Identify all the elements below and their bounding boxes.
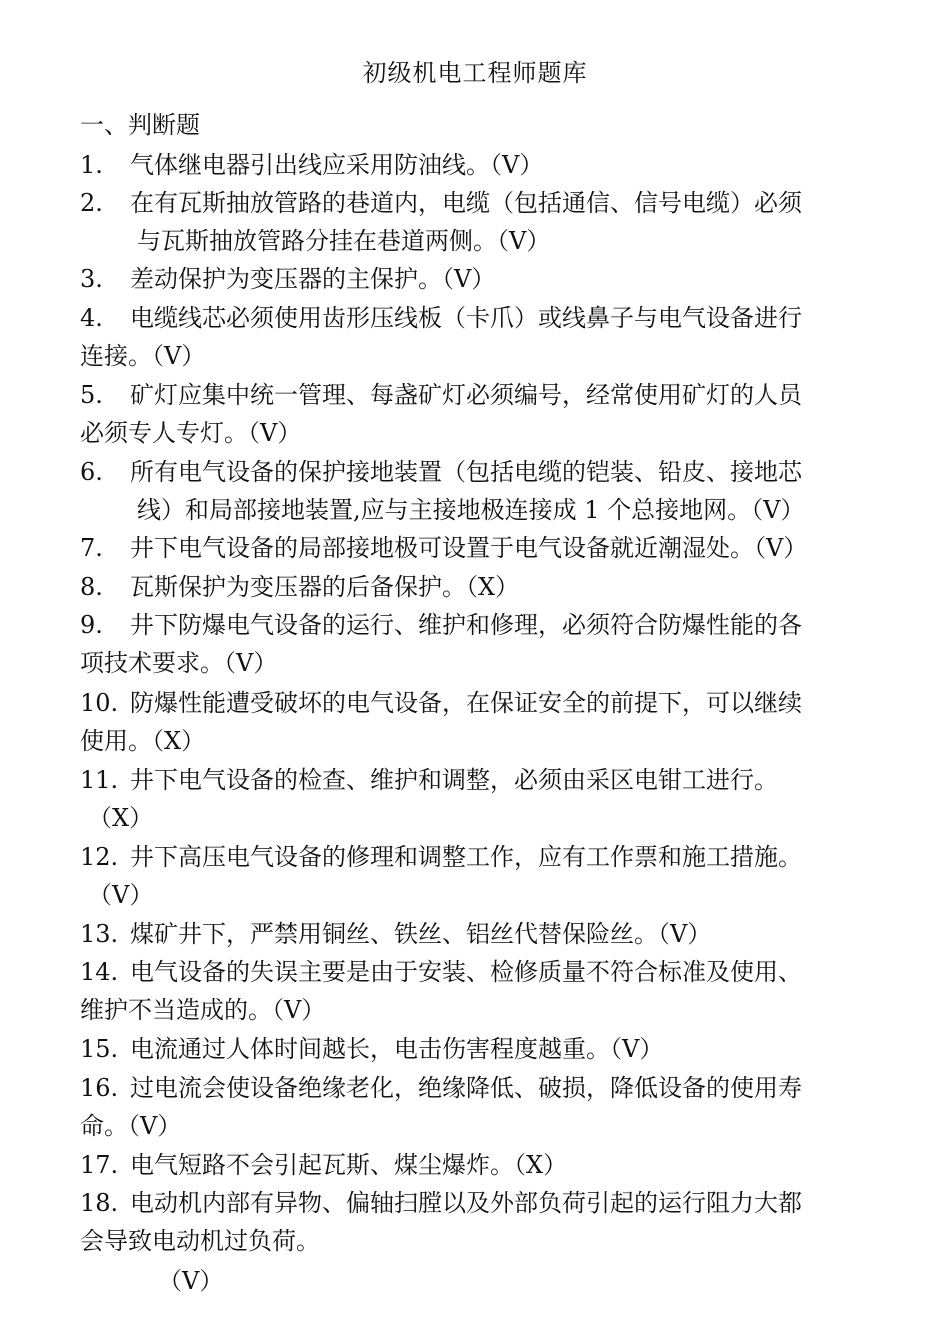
question-number: 17. — [80, 1151, 119, 1179]
page-title: 初级机电工程师题库 — [362, 59, 588, 87]
question-number: 5. — [80, 381, 103, 409]
question-text: 过电流会使设备绝缘老化，绝缘降低、破损，降低设备的使用寿 — [130, 1074, 802, 1102]
question-text: 电动机内部有异物、偏轴扫膛以及外部负荷引起的运行阻力大都 — [130, 1189, 802, 1217]
question-10 — [80, 688, 802, 718]
question-3 — [80, 264, 495, 294]
question-11 — [80, 765, 778, 795]
question-2-continuation: 与瓦斯抽放管路分挂在巷道两侧。（V） — [137, 227, 551, 255]
question-text: 井下电气设备的检查、维护和调整，必须由采区电钳工进行。 — [130, 766, 778, 794]
question-16 — [80, 1073, 802, 1103]
question-text: 电流通过人体时间越长，电击伤害程度越重。（V） — [130, 1035, 664, 1063]
question-11-continuation: （X） — [88, 804, 154, 832]
question-text: 所有电气设备的保护接地装置（包括电缆的铠装、铅皮、接地芯 — [130, 458, 802, 486]
question-number: 6. — [80, 458, 103, 486]
question-text: 气体继电器引出线应采用防油线。（V） — [130, 151, 544, 179]
question-text: 瓦斯保护为变压器的后备保护。（X） — [130, 573, 520, 601]
question-10-continuation: 使用。（X） — [80, 727, 206, 755]
question-text: 在有瓦斯抽放管路的巷道内，电缆（包括通信、信号电缆）必须 — [130, 189, 802, 217]
question-number: 15. — [80, 1035, 119, 1063]
question-17 — [80, 1150, 567, 1180]
question-number: 2. — [80, 189, 103, 217]
question-number: 14. — [80, 958, 119, 986]
question-7 — [80, 533, 807, 563]
section-heading: 一、判断题 — [80, 111, 200, 139]
question-18-answer: （V） — [158, 1267, 224, 1295]
question-number: 13. — [80, 920, 119, 948]
question-text: 电气设备的失误主要是由于安装、检修质量不符合标准及使用、 — [130, 958, 802, 986]
question-13 — [80, 919, 711, 949]
question-16-continuation: 命。（V） — [80, 1112, 182, 1140]
question-text: 电缆线芯必须使用齿形压线板（卡爪）或线鼻子与电气设备进行 — [130, 304, 802, 332]
question-1 — [80, 150, 543, 180]
question-number: 9. — [80, 611, 103, 639]
question-6-continuation: 线）和局部接地装置,应与主接地极连接成 1 个总接地网。（V） — [137, 496, 805, 524]
question-number: 4. — [80, 304, 103, 332]
question-15 — [80, 1034, 663, 1064]
question-4-continuation: 连接。（V） — [80, 342, 206, 370]
question-18-continuation: 会导致电动机过负荷。 — [80, 1227, 320, 1255]
question-number: 3. — [80, 265, 103, 293]
question-2 — [80, 188, 802, 218]
question-text: 井下高压电气设备的修理和调整工作，应有工作票和施工措施。 — [130, 843, 802, 871]
question-5 — [80, 380, 802, 410]
question-text: 井下电气设备的局部接地极可设置于电气设备就近潮湿处。（V） — [130, 534, 808, 562]
question-number: 8. — [80, 573, 103, 601]
question-number: 16. — [80, 1074, 119, 1102]
question-text: 防爆性能遭受破坏的电气设备，在保证安全的前提下，可以继续 — [130, 689, 802, 717]
question-18 — [80, 1188, 802, 1218]
question-text: 井下防爆电气设备的运行、维护和修理，必须符合防爆性能的各 — [130, 611, 802, 639]
question-6 — [80, 457, 802, 487]
question-number: 11. — [80, 766, 119, 794]
question-text: 差动保护为变压器的主保护。（V） — [130, 265, 496, 293]
question-9-continuation: 项技术要求。（V） — [80, 649, 278, 677]
question-5-continuation: 必须专人专灯。（V） — [80, 419, 302, 447]
question-number: 12. — [80, 843, 119, 871]
question-number: 1. — [80, 151, 103, 179]
question-4 — [80, 303, 802, 333]
question-number: 7. — [80, 534, 103, 562]
question-number: 10. — [80, 689, 119, 717]
question-14-continuation: 维护不当造成的。（V） — [80, 996, 326, 1024]
question-9 — [80, 610, 802, 640]
question-12-continuation: （V） — [88, 881, 154, 909]
question-text: 煤矿井下，严禁用铜丝、铁丝、铝丝代替保险丝。（V） — [130, 920, 712, 948]
question-text: 电气短路不会引起瓦斯、煤尘爆炸。（X） — [130, 1151, 568, 1179]
question-8 — [80, 572, 519, 602]
question-number: 18. — [80, 1189, 119, 1217]
question-14 — [80, 957, 802, 987]
question-text: 矿灯应集中统一管理、每盏矿灯必须编号，经常使用矿灯的人员 — [130, 381, 802, 409]
question-12 — [80, 842, 802, 872]
